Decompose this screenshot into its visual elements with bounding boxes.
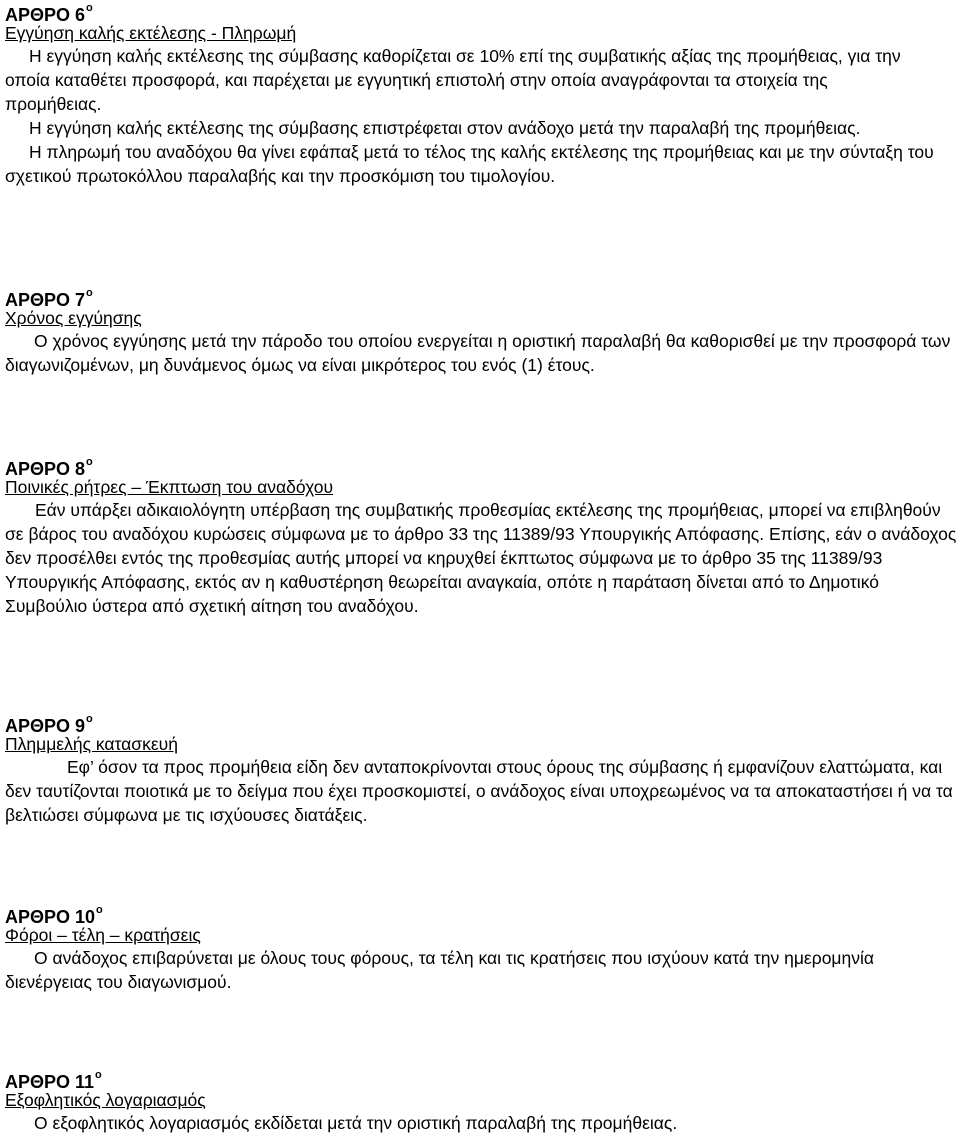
- article-paragraph: Εφ’ όσον τα προς προμήθεια είδη δεν ανταποκρίνονται στους όρους της σύμβασης ή εμφανίζουν ελαττώματα, και δεν ταυτίζονται ποιοτικά με το δείγμα που έχει προσκομιστεί, ο ανάδοχος είναι υποχρεωμένος να τα αποκαταστήσει ή να τα βελτιώσει σύμφωνα με τις ισχύουσες διατάξεις.: [5, 757, 953, 825]
- article-subtitle: Εξοφλητικός λογαριασμός: [5, 1090, 206, 1110]
- article-subtitle: Χρόνος εγγύησης: [5, 308, 142, 328]
- article-paragraph: Εάν υπάρξει αδικαιολόγητη υπέρβαση της συμβατικής προθεσμίας εκτέλεσης της προμήθειας, μπορεί να επιβληθούν σε βάρος του αναδόχου κυρώσεις σύμφωνα με το άρθρο 33 της 11389/93 Υπουργικής Απόφασης. Επίσης, εάν ο ανάδοχος δεν προσέλθει εντός της προθεσμίας αυτής μπορεί να κηρυχθεί έκπτωτος σύμφωνα με το άρθρο 35 της 11389/93 Υπουργικής Απόφασης, εκτός αν η καθυστέρηση θεωρείται αναγκαία, οπότε η παράταση δίνεται από το Δημοτικό Συμβούλιο ύστερα από σχετική αίτηση του αναδόχου.: [5, 500, 957, 616]
- article-subtitle: Ποινικές ρήτρες – Έκπτωση του αναδόχου: [5, 477, 334, 497]
- article-paragraph: Ο χρόνος εγγύησης μετά την πάροδο του οποίου ενεργείται η οριστική παραλαβή θα καθορισθεί με την προσφορά των διαγωνιζομένων, μη δυνάμενος όμως να είναι μικρότερος του ενός (1) έτους.: [5, 331, 951, 375]
- article-paragraph: Η εγγύηση καλής εκτέλεσης της σύμβασης επιστρέφεται στον ανάδοχο μετά την παραλαβή της προμήθειας.: [29, 118, 861, 138]
- article-9: [5, 711, 955, 827]
- article-heading: ΑΡΘΡΟ $8^o$: [5, 456, 93, 479]
- article-heading: ΑΡΘΡΟ $9^o$: [5, 713, 93, 736]
- article-paragraph: Ο ανάδοχος επιβαρύνεται με όλους τους φόρους, τα τέλη και τις κρατήσεις που ισχύουν κατά την ημερομηνία διενέργειας του διαγωνισμού.: [5, 948, 874, 992]
- article-subtitle: Φόροι – τέλη – κρατήσεις: [5, 925, 201, 945]
- article-6: [5, 0, 955, 188]
- article-8: [5, 454, 955, 618]
- article-10: [5, 902, 955, 994]
- article-11: [5, 1067, 955, 1135]
- article-7: [5, 285, 955, 377]
- article-heading: ΑΡΘΡΟ $11^o$: [5, 1069, 102, 1092]
- article-heading: ΑΡΘΡΟ $6^o$: [5, 2, 93, 25]
- article-subtitle: Εγγύηση καλής εκτέλεσης - Πληρωμή: [5, 23, 297, 43]
- article-heading: ΑΡΘΡΟ $10^o$: [5, 904, 103, 927]
- article-paragraph: Ο εξοφλητικός λογαριασμός εκδίδεται μετά την οριστική παραλαβή της προμήθειας.: [34, 1113, 678, 1133]
- article-subtitle: Πλημμελής κατασκευή: [5, 734, 178, 754]
- article-paragraph: Η πληρωμή του αναδόχου θα γίνει εφάπαξ μετά το τέλος της καλής εκτέλεσης της προμήθειας και με την σύνταξη του σχετικού πρωτοκόλλου παραλαβής και την προσκόμιση του τιμολογίου.: [5, 142, 934, 186]
- article-heading: ΑΡΘΡΟ $7^o$: [5, 287, 93, 310]
- article-paragraph: Η εγγύηση καλής εκτέλεσης της σύμβασης καθορίζεται σε 10% επί της συμβατικής αξίας της προμήθειας, για την οποία καταθέτει προσφορά, και παρέχεται με εγγυητική επιστολή στην οποία αναγράφονται τα στοιχεία της προμήθειας.: [5, 46, 901, 114]
